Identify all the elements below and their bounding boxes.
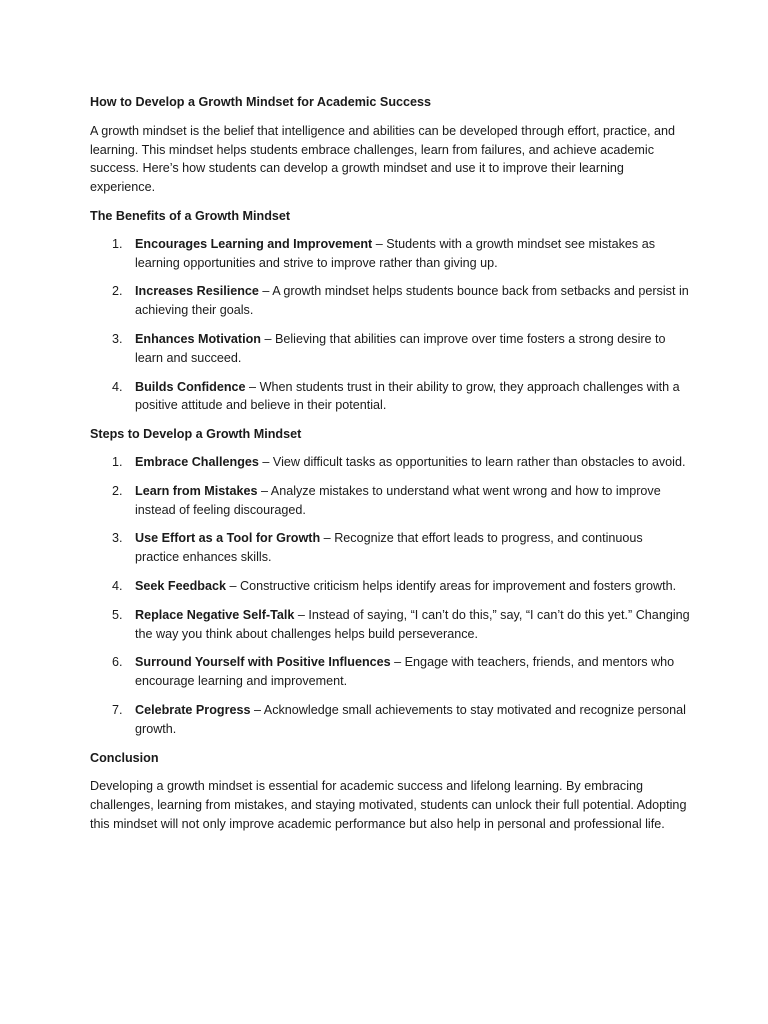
list-item-term: Celebrate Progress (135, 702, 251, 717)
list-item-term: Enhances Motivation (135, 331, 261, 346)
list-item-text: – Engage with teachers, friends, and mentors who encourage learning and improvement. (135, 655, 675, 689)
list-number: 2. (112, 483, 123, 498)
list-item-term: Builds Confidence (135, 379, 246, 394)
list-item (90, 529, 690, 567)
list-item-text: – Acknowledge small achievements to stay motivated and recognize personal growth. (135, 702, 686, 736)
document-page (90, 93, 690, 834)
list-item (90, 330, 690, 368)
benefits-list (90, 235, 690, 415)
list-number: 3. (112, 331, 123, 346)
list-item-term: Learn from Mistakes (135, 483, 258, 498)
list-item-text: – Constructive criticism helps identify areas for improvement and fosters growth. (226, 578, 677, 593)
list-item-text: – When students trust in their ability to grow, they approach challenges with a positive attitude and believe in their potential. (135, 379, 680, 413)
list-item-term: Increases Resilience (135, 284, 259, 299)
list-number: 3. (112, 531, 123, 546)
list-number: 4. (112, 578, 123, 593)
conclusion-paragraph: Developing a growth mindset is essential for academic success and lifelong learning. By embracing challenges, learning from mistakes, and staying motivated, students can unlock their full potential. Adopting this mindset will not only improve academic performance but also help in personal and professional life. (90, 779, 687, 831)
list-item-text: – Analyze mistakes to understand what went wrong and how to improve instead of feeling discouraged. (135, 483, 661, 517)
list-item-term: Embrace Challenges (135, 454, 259, 469)
list-item (90, 701, 690, 739)
list-item-term: Replace Negative Self-Talk (135, 607, 295, 622)
list-item (90, 453, 690, 472)
list-item (90, 378, 690, 416)
list-item-term: Surround Yourself with Positive Influences (135, 655, 391, 670)
list-number: 5. (112, 607, 123, 622)
intro-paragraph: A growth mindset is the belief that intelligence and abilities can be developed through effort, practice, and learning. This mindset helps students embrace challenges, learn from failures, and achieve academic success. Here’s how students can develop a growth mindset and use it to improve their learning experience. (90, 123, 676, 195)
list-item-text: – Recognize that effort leads to progress, and continuous practice enhances skills. (135, 531, 643, 565)
document-title: How to Develop a Growth Mindset for Academic Success (90, 95, 432, 109)
list-item-text: – Instead of saying, “I can’t do this,” say, “I can’t do this yet.” Changing the way you think about challenges helps build perseverance. (135, 607, 690, 641)
list-item-text: – Students with a growth mindset see mistakes as learning opportunities and strive to improve rather than giving up. (135, 236, 656, 270)
list-item (90, 282, 690, 320)
list-item-text: – Believing that abilities can improve over time fosters a strong desire to learn and succeed. (135, 331, 666, 365)
list-number: 1. (112, 454, 123, 469)
list-item-term: Encourages Learning and Improvement (135, 236, 373, 251)
list-number: 4. (112, 379, 123, 394)
list-item-term: Seek Feedback (135, 578, 227, 593)
conclusion-heading: Conclusion (90, 750, 159, 765)
list-number: 6. (112, 655, 123, 670)
list-item-text: – View difficult tasks as opportunities to learn rather than obstacles to avoid. (258, 454, 686, 469)
list-number: 1. (112, 236, 123, 251)
list-item (90, 482, 690, 520)
benefits-heading: The Benefits of a Growth Mindset (90, 208, 291, 223)
list-item (90, 235, 690, 273)
steps-heading: Steps to Develop a Growth Mindset (90, 427, 302, 442)
list-number: 7. (112, 702, 123, 717)
list-item (90, 577, 690, 596)
list-item-text: – A growth mindset helps students bounce back from setbacks and persist in achieving their goals. (135, 284, 689, 318)
list-item (90, 606, 690, 644)
list-item-term: Use Effort as a Tool for Growth (135, 531, 321, 546)
list-number: 2. (112, 284, 123, 299)
list-item (90, 653, 690, 691)
steps-list (90, 453, 690, 739)
